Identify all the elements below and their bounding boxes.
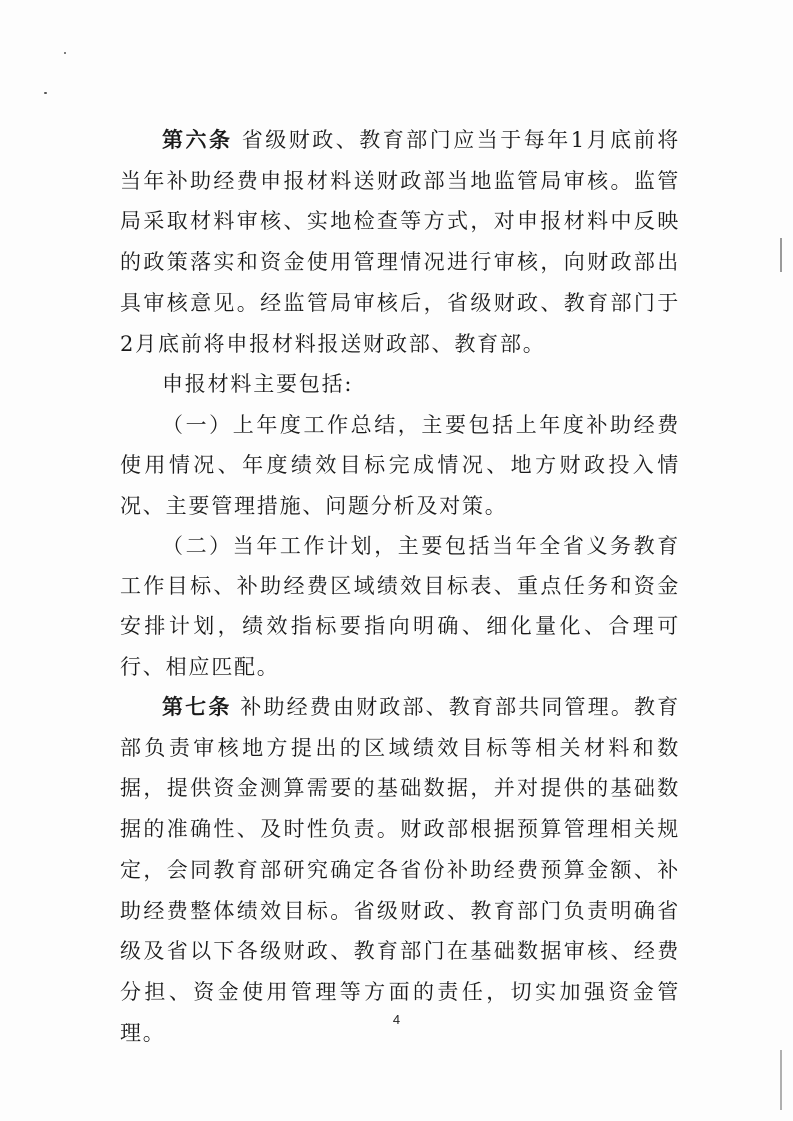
article-7-body: 补助经费由财政部、教育部共同管理。教育部负责审核地方提出的区域绩效目标等相关材料和数据，提供资金测算需要的基础数据，并对提供的基础数据的准确性、及时性负责。财政部根据预算管理相关规定，会同教育部研究确定各省份补助经费预算金额、补助经费整体绩效目标。省级财政、教育部门负责明确省级及省以下各级财政、教育部门在基础数据审核、经费分担、资金使用管理等方面的责任，切实加强资金管理。 xyxy=(120,695,680,1045)
materials-intro: 申报材料主要包括: xyxy=(162,372,354,397)
scan-edge-mark xyxy=(780,238,782,272)
article-6-body: 省级财政、教育部门应当于每年1月底前将当年补助经费申报材料送财政部当地监管局审核。监管局采取材料审核、实地检查等方式，对申报材料中反映的政策落实和资金使用管理情况进行审核，向财政部出具审核意见。经监管局审核后，省级财政、教育部门于2月底前将申报材料报送财政部、教育部。 xyxy=(120,128,680,356)
materials-item-1: （一）上年度工作总结，主要包括上年度补助经费使用情况、年度绩效目标完成情况、地方财政投入情况、主要管理措施、问题分析及对策。 xyxy=(120,412,680,518)
article-6-paragraph xyxy=(120,120,680,364)
article-7-paragraph xyxy=(120,687,680,1053)
document-body xyxy=(120,120,680,1053)
scan-speck xyxy=(44,92,47,94)
scan-speck xyxy=(64,52,66,54)
materials-item-2: （二）当年工作计划，主要包括当年全省义务教育工作目标、补助经费区域绩效目标表、重点任务和资金安排计划，绩效指标要指向明确、细化量化、合理可行、相应匹配。 xyxy=(120,533,680,679)
scan-edge-mark xyxy=(780,1050,782,1110)
page-number: 4 xyxy=(392,1012,401,1027)
article-7-heading: 第七条 xyxy=(162,695,232,719)
article-6-heading: 第六条 xyxy=(162,128,233,152)
